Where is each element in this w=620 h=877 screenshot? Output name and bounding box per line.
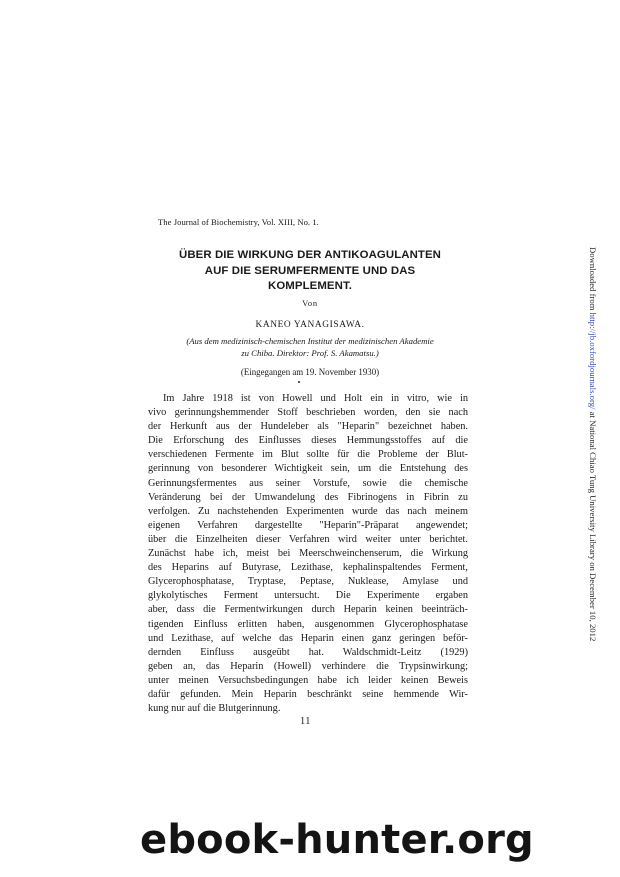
journal-link[interactable]: http://jb.oxfordjournals.org/ <box>588 312 598 410</box>
download-notice-prefix: Downloaded from <box>588 247 598 313</box>
body-line: dernden Einfluss ausgeübt hat. Waldschmidt-Leitz (1929) <box>148 646 468 658</box>
title-line: KOMPLEMENT. <box>268 280 352 292</box>
body-line: kung nur auf die Blutgerinnung. <box>148 703 281 715</box>
body-line: Veränderung bei der Umwandelung des Fibrinogens in Fibrin zu <box>148 491 468 503</box>
body-line: Glycerophosphatase, Tryptase, Peptase, Nuklease, Amylase und <box>148 576 468 588</box>
body-line: geben an, das Heparin (Howell) verhindere die Trypsinwirkung; <box>148 660 468 672</box>
affiliation-line: zu Chiba. Direktor: Prof. S. Akamatsu.) <box>241 347 379 358</box>
separator-dot <box>298 381 300 383</box>
author-name: KANEO YANAGISAWA. <box>255 320 365 330</box>
download-notice <box>586 247 600 667</box>
affiliation <box>150 336 470 359</box>
body-line: der Herkunft aus der Hundeleber als "Heparin" bezeichnet haben. <box>148 421 468 433</box>
page-number: 11 <box>300 716 311 727</box>
body-line: gerinnung von besonderer Wichtigkeit sein, um die Entstehung des <box>148 463 468 475</box>
body-line: Im Jahre 1918 ist von Howell und Holt ein in vitro, wie in <box>163 393 468 404</box>
body-line: aber, dass die Fermentwirkungen durch Heparin keinen beeinträch- <box>148 604 468 616</box>
journal-citation: The Journal of Biochemistry, Vol. XIII, No. 1. <box>158 217 319 227</box>
body-line: tigenden Einfluss erlitten haben, ausgenommen Glycerophosphatase <box>148 618 468 630</box>
body-line: über die Einzelheiten dieser Verfahren wird weiter unter berichtet. <box>148 533 468 545</box>
affiliation-line: (Aus dem medizinisch-chemischen Institut der medizinischen Akademie <box>186 336 434 346</box>
received-date: (Eingegangen am 19. November 1930) <box>240 367 380 377</box>
von-label: Von <box>302 299 318 308</box>
body-line: Die Erforschung des Einflusses dieses Hemmungsstoffes auf die <box>148 435 468 447</box>
body-line: Gerinnungsfermentes aus seiner Vorstufe, sowie die chemische <box>148 477 468 489</box>
title-line: ÜBER DIE WIRKUNG DER ANTIKOAGULANTEN <box>179 249 441 261</box>
title-line: AUF DIE SERUMFERMENTE UND DAS <box>204 264 416 277</box>
download-notice-suffix: at National Chiao Tung University Library on December 10, 2012 <box>588 409 598 642</box>
body-line: Zunächst habe ich, meist bei Meerschweinchenserum, die Wirkung <box>148 548 468 560</box>
body-line: verfolgen. Zu nachstehenden Experimenten wurde das nach meinem <box>148 505 468 517</box>
watermark-text: ebook-hunter.org <box>140 817 534 863</box>
body-line: glykolytisches Ferment untersucht. Die Experimente ergaben <box>148 590 468 602</box>
body-paragraph <box>148 392 468 716</box>
body-line: verschiedenen Fermente im Blut sollte für die Probleme der Blut- <box>148 449 468 461</box>
body-line: und Lezithase, auf welche das Heparin einen ganz geringen beför- <box>148 632 468 644</box>
body-line: eigenen Verfahren dargestellte "Heparin"-Präparat angewendet; <box>148 519 468 531</box>
body-line: des Heparins auf Butyrase, Lezithase, kephalinspaltendes Ferment, <box>148 562 468 574</box>
body-line: dafür gefunden. Mein Heparin beschränkt seine hemmende Wir- <box>148 688 468 700</box>
article-title <box>160 248 460 295</box>
body-line: vivo gerinnungshemmender Stoff beschrieben worden, den sie nach <box>148 407 468 419</box>
body-line: unter meinen Versuchsbedingungen habe ich leider keinen Beweis <box>148 674 468 686</box>
